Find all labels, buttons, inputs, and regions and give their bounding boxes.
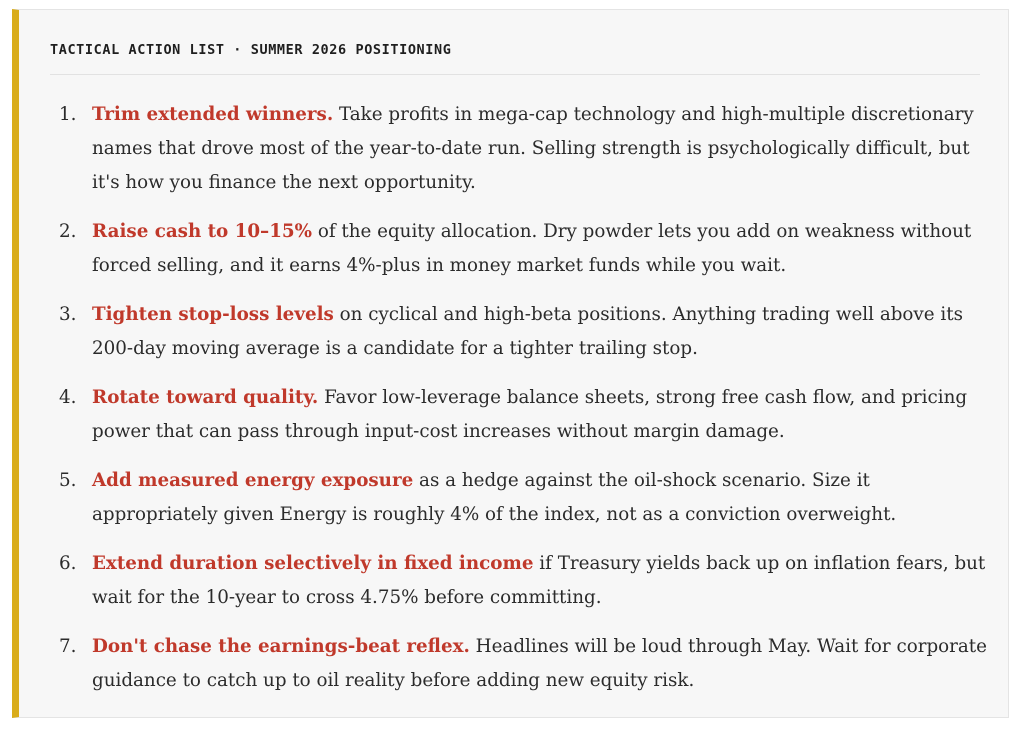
list-item: [50, 547, 990, 615]
list-item: [50, 381, 990, 449]
list-item: [50, 215, 990, 283]
item-number: 6.: [59, 553, 77, 574]
item-lead: Don't chase the earnings-beat reflex.: [92, 636, 470, 657]
item-number: 4.: [59, 387, 77, 408]
list-item: [50, 630, 990, 698]
item-number: 3.: [59, 304, 77, 325]
divider: [50, 74, 980, 75]
item-lead: Extend duration selectively in fixed income: [92, 553, 534, 574]
item-lead: Add measured energy exposure: [92, 470, 414, 491]
item-lead: Rotate toward quality.: [92, 387, 319, 408]
item-lead: Raise cash to 10–15%: [92, 221, 313, 242]
item-number: 5.: [59, 470, 77, 491]
item-text: Take profits in mega-cap technology and high-multiple discretionary names that drove most of the year-to-date run. Selling strength is psychologically difficult, but it's how you finance the next opportunity.: [92, 104, 974, 193]
item-text: on cyclical and high-beta positions. Anything trading well above its 200-day moving average is a candidate for a tighter trailing stop.: [92, 304, 963, 359]
item-number: 2.: [59, 221, 77, 242]
item-text: Favor low-leverage balance sheets, strong free cash flow, and pricing power that can pass through input-cost increases without margin damage.: [92, 387, 968, 442]
item-number: 7.: [59, 636, 77, 657]
item-text: of the equity allocation. Dry powder lets you add on weakness without forced selling, and it earns 4%-plus in money market funds while you wait.: [92, 221, 972, 276]
item-text: Headlines will be loud through May. Wait for corporate guidance to catch up to oil reality before adding new equity risk.: [92, 636, 987, 691]
list-item: [50, 464, 990, 532]
action-list-card: [12, 9, 1009, 718]
section-heading: TACTICAL ACTION LIST · SUMMER 2026 POSITIONING: [50, 42, 452, 58]
item-number: 1.: [59, 104, 77, 125]
item-text: if Treasury yields back up on inflation fears, but wait for the 10-year to cross 4.75% before committing.: [92, 553, 986, 608]
list-item: [50, 298, 990, 366]
item-lead: Trim extended winners.: [92, 104, 334, 125]
action-list: [50, 98, 990, 713]
item-text: as a hedge against the oil-shock scenario. Size it appropriately given Energy is roughly 4% of the index, not as a conviction overweight.: [92, 470, 897, 525]
list-item: [50, 98, 990, 200]
item-lead: Tighten stop-loss levels: [92, 304, 334, 325]
